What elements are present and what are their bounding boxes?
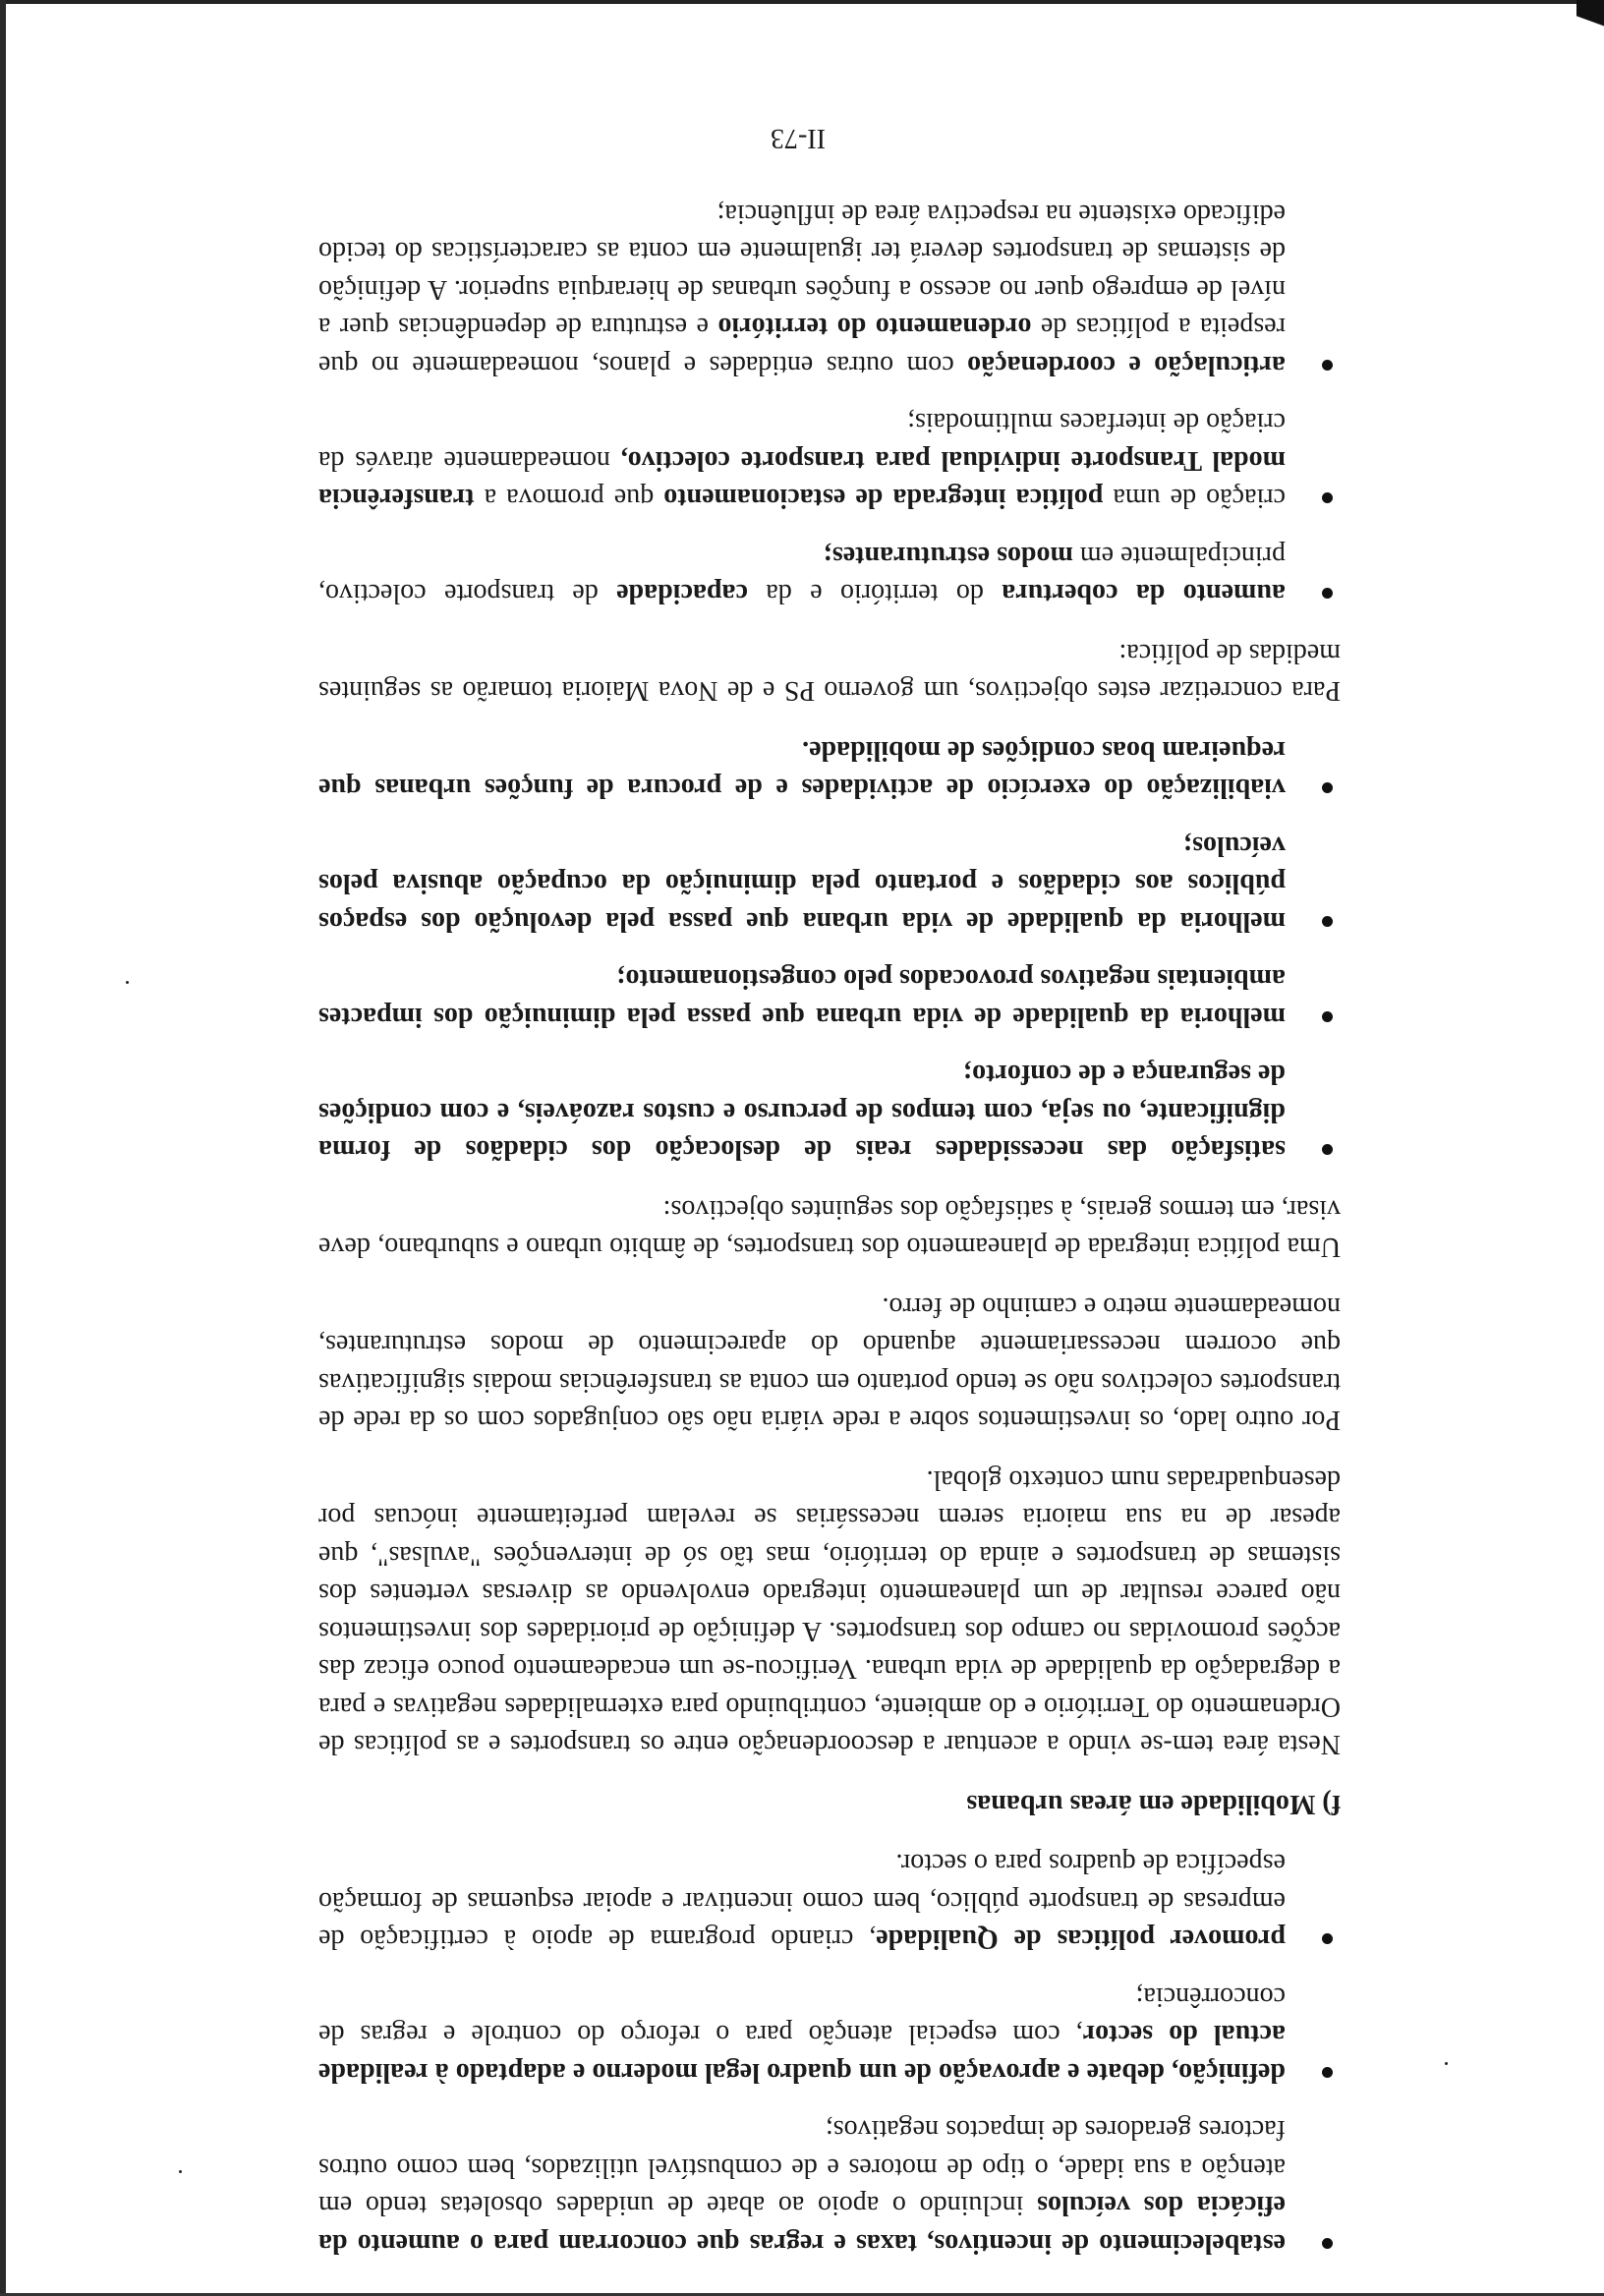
paragraph: Por outro lado, os investimentos sobre a rede viária não são conjugados com os da rede de transportes colectivos não se tendo portanto em conta as transferências modais significativas que ocorrem necessariamente aquando do aparecimento de modos estruturantes, nomeadamente metro e caminho de ferro.	[318, 1292, 1341, 1436]
measure-bold: articulação e coordenação	[967, 350, 1286, 380]
bullet-text: , criando programa de apoio à certificação de empresas de transporte público, bem como incentivar e apoiar esquemas de formação específica de quadros para o sector.	[318, 1848, 1286, 1955]
list-item	[318, 827, 1341, 941]
measure-text: criação de uma	[1103, 483, 1286, 514]
list-item	[318, 1844, 1341, 1958]
list-item	[318, 195, 1341, 384]
list-item	[318, 403, 1341, 517]
bullet-list-measures	[318, 195, 1341, 612]
measure-bold: capacidade	[616, 578, 748, 609]
bullet-icon	[1322, 1145, 1333, 1156]
bullet-icon	[1322, 589, 1333, 600]
measure-text: que promova a	[474, 483, 664, 514]
bullet-list-sector	[318, 1844, 1341, 2262]
measure-bold: transferência modal Transporte individual para transporte colectivo,	[317, 445, 1286, 514]
measure-bold: ordenamento do território	[717, 312, 1032, 343]
objective-text: viabilização do exercício de actividades e de procura de funções urbanas que requeiram boas condições de mobilidade.	[318, 735, 1286, 804]
section-heading: f) Mobilidade em áreas urbanas	[966, 1789, 1341, 1819]
bullet-icon	[1322, 1934, 1333, 1945]
list-item	[318, 2110, 1341, 2262]
measure-text: com outras entidades e planos, nomeadamente no que respeita a políticas de	[318, 312, 1286, 380]
paragraph: Uma política integrada de planeamento dos transportes, de âmbito urbano e suburbano, deve visar, em termos gerais, à satisfação dos seguintes objectivos:	[318, 1194, 1341, 1263]
list-item	[318, 1055, 1341, 1169]
bullet-icon	[1322, 493, 1333, 504]
list-item	[318, 959, 1341, 1035]
list-item	[318, 1978, 1341, 2092]
list-item	[318, 537, 1341, 612]
objective-text: melhoria da qualidade de vida urbana que passa pela diminuição dos impactes ambientais negativos provocados pelo congestionamento;	[318, 963, 1286, 1032]
document-body	[318, 173, 1341, 2263]
bullet-icon	[1322, 916, 1333, 927]
bullet-icon	[1322, 2067, 1333, 2078]
paragraph-measures-intro: Para concretizar estes objectivos, um governo PS e de Nova Maioria tomarão as seguintes medidas de política:	[318, 638, 1341, 707]
bullet-icon	[1322, 2238, 1333, 2249]
measure-text: nomeadamente através da criação de interfaces multimodais;	[317, 407, 1286, 476]
bullet-icon	[1322, 783, 1333, 794]
bullet-list-objectives	[318, 731, 1341, 1169]
bullet-bold-text: definição, debate e aprovação de um quadro legal moderno e adaptado à realidade actual do sector	[318, 2019, 1286, 2088]
bullet-bold-text: promover políticas de Qualidade	[876, 1923, 1286, 1955]
bullet-bold-text: estabelecimento de incentivos, taxas e regras que concorram para o aumento da eficácia dos veículos	[318, 2190, 1286, 2259]
measure-text: do território e da	[747, 578, 1002, 609]
bullet-text: , com especial atenção para o reforço do controle e regras de concorrência;	[318, 1981, 1286, 2050]
measure-bold: política integrada de estacionamento	[663, 483, 1104, 514]
list-item	[318, 731, 1341, 807]
bullet-text: incluindo o apoio ao abate de unidades obsoletas tendo em atenção a sua idade, o tipo de motores e de combustível utilizados, bem como outros factores geradores de impactos negativos;	[318, 2114, 1286, 2221]
paragraph: Nesta área tem-se vindo a acentuar a descoordenação entre os transportes e as políticas de Ordenamento do Território e do ambiente, contribuindo para externalidades negativas e para a degradação da qualidade de vida urbana. Verificou-se um encadeamento pouco eficaz das acções promovidas no campo dos transportes. A definição de prioridades dos investimentos não parece resultar de um planeamento integrado envolvendo as diversas vertentes dos sistemas de transportes e ainda do território, mas tão só de intervenções "avulsas", que apesar de na sua maioria serem necessárias se revelam perfeitamente inócuas por desenquadradas num contexto global.	[318, 1464, 1341, 1760]
objective-text: melhoria da qualidade de vida urbana que passa pela devolução dos espaços públicos aos cidadãos e portanto pela diminuição da ocupação abusiva pelos veículos;	[318, 831, 1286, 937]
bullet-icon	[1322, 1011, 1333, 1022]
measure-bold: modos estruturantes;	[823, 541, 1073, 571]
measure-text: de transporte colectivo, principalmente em	[318, 541, 1286, 609]
page-number: II-73	[771, 123, 826, 153]
bullet-icon	[1322, 360, 1333, 371]
measure-bold: aumento da cobertura	[1002, 578, 1286, 609]
objective-text: satisfação das necessidades reais de deslocação dos cidadãos de forma dignificante, ou seja, com tempos de percurso e custos razoáveis, e com condições de segurança e de conforto;	[318, 1059, 1286, 1166]
measure-text: e estrutura de dependências quer a nível de emprego quer no acesso a funções urbanas de hierarquia superior. A definição de sistemas de transportes deverá ter igualmente em conta as características do tecido edificado existente na respectiva área de influência;	[318, 199, 1286, 343]
